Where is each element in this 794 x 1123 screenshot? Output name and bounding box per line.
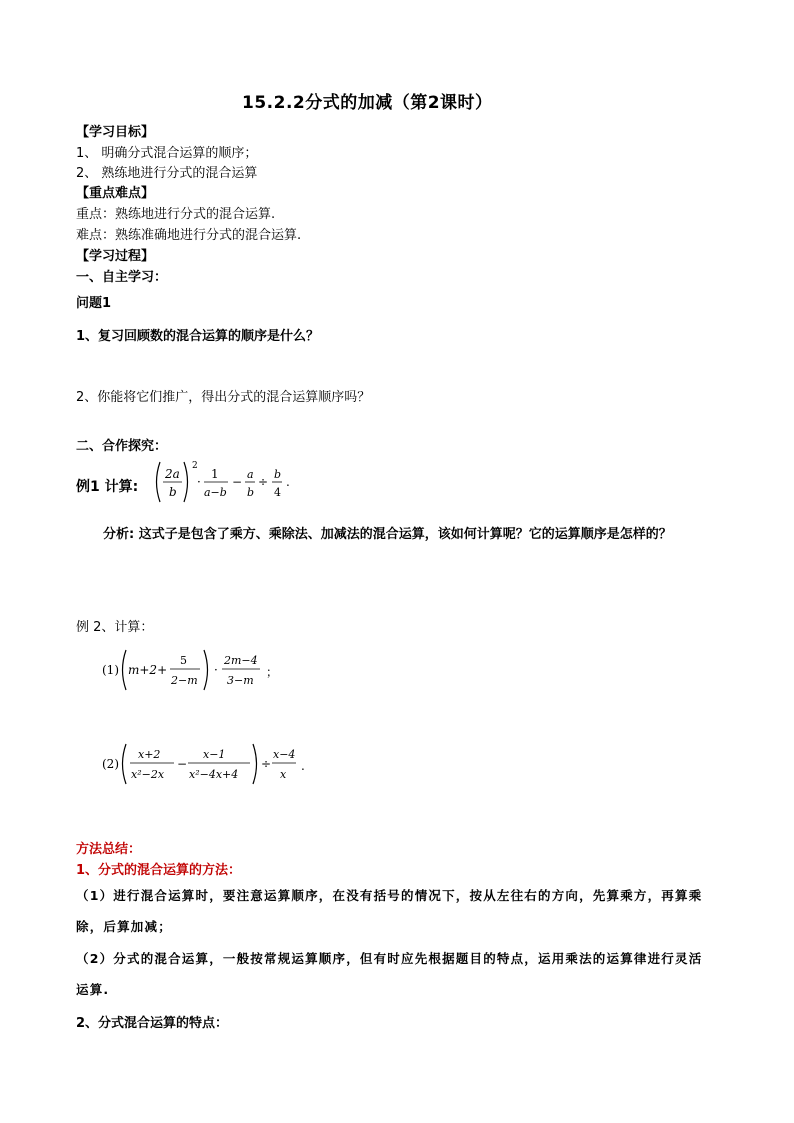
semicolon: ； — [266, 665, 279, 679]
frac-2a-numerator: 2a — [165, 467, 180, 481]
goals-heading: 【学习目标】 — [76, 125, 155, 140]
frac-2a-denominator: b — [169, 485, 177, 499]
minus-operator: − — [177, 757, 188, 771]
frac-5-numerator: 5 — [180, 654, 187, 667]
summary-2-heading: 2、分式混合运算的特点： — [76, 1016, 229, 1031]
summary-1-b-line-2: 运算. — [76, 982, 110, 997]
dot-operator: · — [214, 663, 218, 677]
summary-heading: 方法总结： — [76, 842, 142, 857]
summary-1-b-line-1: （2）分式的混合运算，一般按常规运算顺序，但有时应先根据题目的特点，运用乘法的运算律进行灵活 — [76, 951, 703, 966]
part2-heading: 二、合作探究： — [76, 439, 168, 454]
key-heading: 【重点难点】 — [76, 186, 155, 201]
problem-1-label: 问题1 — [76, 296, 112, 311]
frac-a-numerator: a — [247, 468, 254, 481]
frac-1-denominator: a−b — [204, 486, 227, 499]
dot-operator: · — [197, 475, 201, 489]
example-2-label: 例 2、计算： — [76, 620, 154, 635]
period: . — [301, 759, 305, 773]
summary-1-heading: 1、分式的混合运算的方法： — [76, 863, 242, 878]
analysis-text: 分析: 这式子是包含了乘方、乘除法、加减法的混合运算，该如何计算呢？它的运算顺序是怎样的？ — [103, 527, 672, 542]
divide-operator: ÷ — [258, 475, 269, 489]
goal-item-1: 1、 明确分式混合运算的顺序； — [76, 146, 258, 161]
frac-x2-denominator: x²−2x — [131, 768, 165, 781]
example-2-part-1-formula — [100, 646, 290, 694]
expr-m-plus-2: m+2+ — [128, 663, 168, 677]
right-paren — [184, 462, 188, 502]
frac-a-denominator: b — [247, 486, 255, 499]
summary-1-a-line-2: 除，后算加减； — [76, 919, 172, 934]
part-1-label: (1) — [102, 663, 119, 677]
part-2-label: (2) — [102, 757, 119, 771]
example-1-label: 例1 计算: — [76, 479, 139, 495]
question-1: 1、复习回顾数的混合运算的顺序是什么？ — [76, 329, 320, 344]
summary-1-a-line-1: （1）进行混合运算时，要注意运算顺序，在没有括号的情况下，按从左往右的方向，先算乘方，再算乘 — [76, 888, 703, 903]
frac-x4-numerator: x−4 — [273, 748, 296, 761]
difficulty-point: 难点：熟练准确地进行分式的混合运算. — [76, 228, 302, 243]
frac-x4-denominator: x — [280, 768, 287, 781]
minus-operator: − — [232, 475, 243, 489]
part1-heading: 一、自主学习： — [76, 270, 168, 285]
exponent: 2 — [192, 461, 198, 471]
period: . — [286, 475, 290, 489]
frac-x1-denominator: x²−4x+4 — [189, 768, 239, 781]
frac-x1-numerator: x−1 — [203, 748, 226, 761]
example-1-formula — [152, 458, 302, 508]
frac-x2-numerator: x+2 — [138, 748, 161, 761]
process-heading: 【学习过程】 — [76, 249, 155, 264]
key-point: 重点：熟练地进行分式的混合运算. — [76, 207, 276, 222]
frac-b-denominator: 4 — [274, 486, 281, 499]
frac-5-denominator: 2−m — [171, 674, 198, 687]
left-paren — [157, 462, 161, 502]
frac-b-numerator: b — [274, 468, 282, 481]
goal-item-2: 2、 熟练地进行分式的混合运算 — [76, 166, 258, 181]
frac-1-numerator: 1 — [211, 467, 219, 481]
frac-2m4-numerator: 2m−4 — [224, 654, 258, 667]
frac-2m4-denominator: 3−m — [227, 674, 254, 687]
page-title: 15.2.2分式的加减（第2课时） — [242, 93, 493, 113]
example-2-part-2-formula — [100, 740, 320, 788]
question-2: 2、你能将它们推广，得出分式的混合运算顺序吗？ — [76, 390, 371, 405]
divide-operator: ÷ — [261, 757, 272, 771]
